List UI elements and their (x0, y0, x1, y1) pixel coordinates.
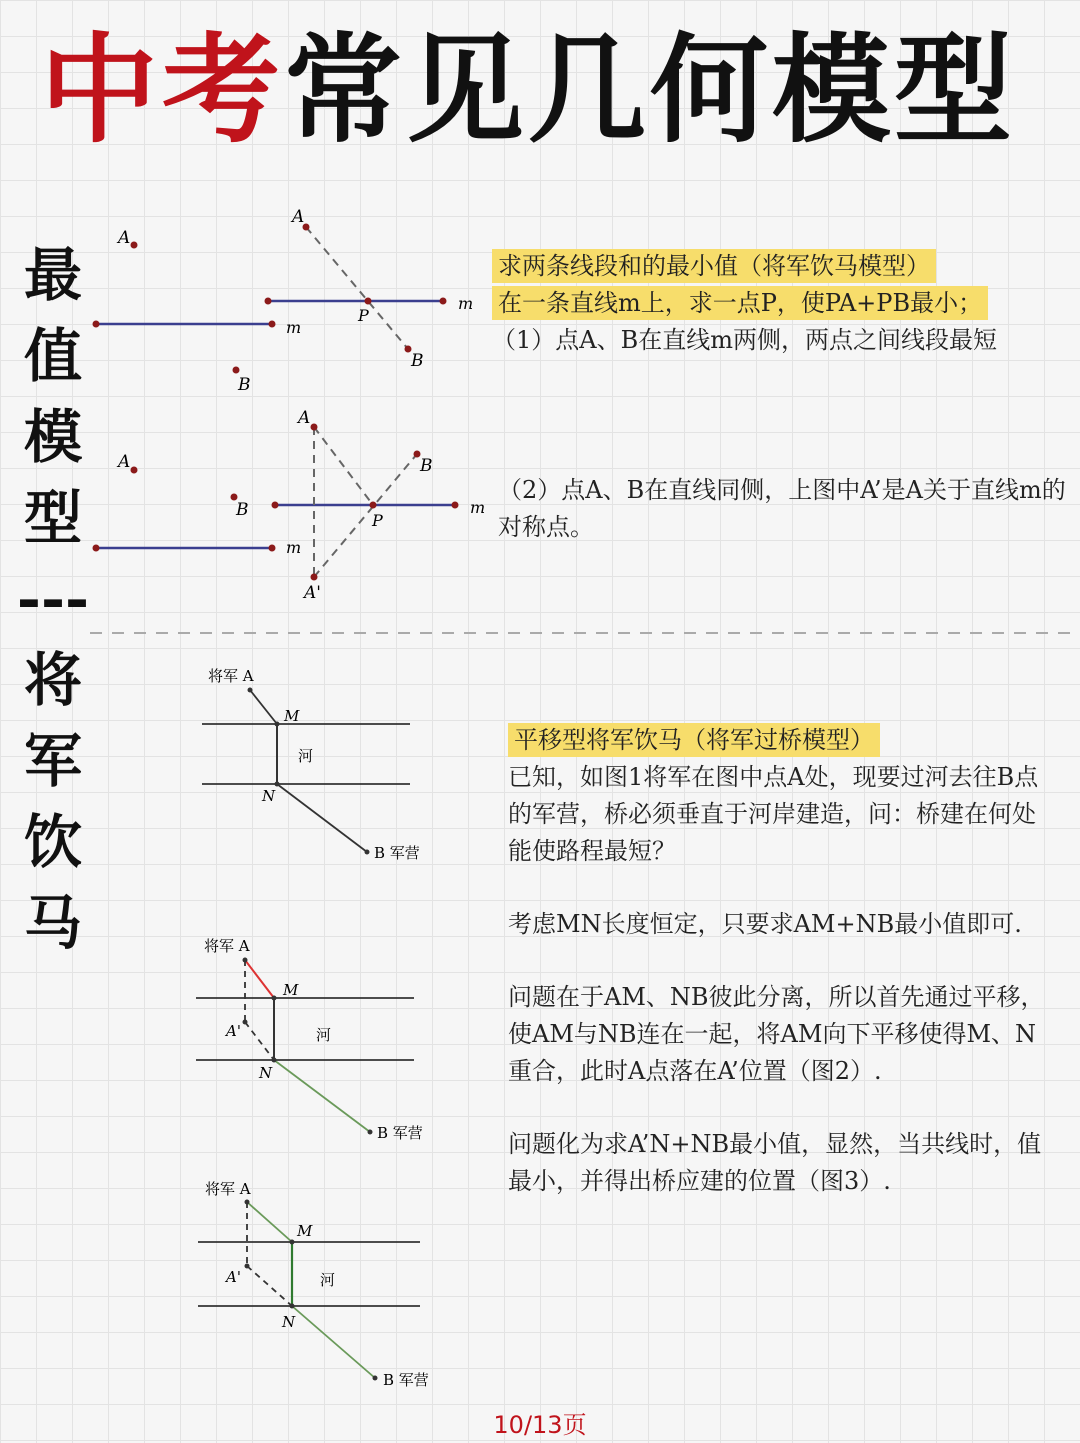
figure-same-side-before (93, 452, 302, 557)
figure-bridge-3 (198, 1180, 429, 1389)
side-char: 模 (23, 403, 82, 471)
section1-heading: 求两条线段和的最小值（将军饮马模型） (492, 249, 936, 283)
point-A (131, 467, 138, 474)
figure-same-side-solution (272, 408, 486, 603)
page-indicator: 10/13页 (493, 1411, 587, 1439)
label-general-A: 将军 A (205, 1180, 251, 1198)
side-char: --- (16, 565, 90, 633)
side-char: 最 (23, 241, 82, 309)
section1-text (492, 248, 1072, 359)
side-char: 马 (23, 889, 82, 957)
side-char: 饮 (23, 808, 82, 876)
section2-text (508, 722, 1058, 1200)
label-river: 河 (298, 747, 314, 765)
section1-case2: （2）点A、B在直线同侧，上图中A’是A关于直线m的对称点。 (498, 476, 1066, 541)
section2-paragraph-4: 问题化为求A’N+NB最小值，显然，当共线时，值最小，并得出桥应建的位置（图3）. (508, 1130, 1042, 1195)
figure-bridge-1 (202, 667, 420, 862)
title-black-part: 常见几何模型 (284, 21, 1017, 159)
label-B: B (420, 456, 433, 476)
label-B: B (411, 351, 424, 371)
label-N: N (259, 1064, 273, 1082)
label-m: m (458, 294, 474, 313)
side-char: 值 (23, 322, 82, 390)
label-A-prime: A' (226, 1022, 241, 1040)
section2-paragraph-1: 已知，如图1将军在图中点A处，现要过河去往B点的军营，桥必须垂直于河岸建造，问：桥建在何处能使路程最短？ (508, 763, 1039, 865)
label-m: m (286, 538, 302, 557)
point-P (370, 502, 377, 509)
label-river: 河 (316, 1026, 332, 1044)
section2-paragraph-3: 问题在于AM、NB彼此分离，所以首先通过平移，使AM与NB连在一起，将AM向下平移使得M、N重合，此时A点落在A’位置（图2）. (508, 983, 1045, 1085)
figure-opposite-sides-solution (265, 207, 474, 371)
label-B: B (236, 500, 249, 520)
segment-AB (306, 227, 408, 349)
side-char: 军 (23, 727, 82, 795)
side-char: 将 (23, 646, 82, 714)
label-N: N (262, 787, 276, 805)
point-A (131, 242, 138, 249)
segment-AM (245, 960, 274, 998)
point-A (311, 424, 318, 431)
section1-subheading: 在一条直线m上，求一点P，使PA+PB最小； (492, 286, 988, 320)
label-A-prime: A' (304, 583, 321, 603)
point-B (233, 367, 240, 374)
label-A: A (292, 207, 305, 227)
label-M: M (283, 981, 299, 999)
label-camp: B 军营 (374, 844, 420, 862)
label-camp: B 军营 (383, 1371, 429, 1389)
section2-paragraph-2: 考虑MN长度恒定，只要求AM+NB最小值即可. (508, 910, 1022, 938)
label-M: M (297, 1222, 313, 1240)
label-A: A (118, 452, 131, 472)
segment-AP (314, 427, 373, 505)
label-camp: B 军营 (377, 1124, 423, 1142)
segment-AprimeB (314, 454, 417, 577)
label-B: B (238, 375, 251, 395)
label-general-A: 将军 A (208, 667, 254, 685)
label-P: P (372, 511, 383, 530)
label-N: N (282, 1313, 296, 1331)
point-A-prime (311, 574, 318, 581)
label-river: 河 (320, 1271, 336, 1289)
figure-bridge-2 (196, 937, 423, 1142)
side-char: 型 (23, 484, 82, 552)
label-m: m (470, 498, 486, 517)
label-m: m (286, 318, 302, 337)
section2-heading: 平移型将军饮马（将军过桥模型） (508, 723, 880, 757)
label-A: A (118, 228, 131, 248)
label-A: A (298, 408, 311, 428)
point-P (365, 298, 372, 305)
label-A-prime: A' (226, 1268, 241, 1286)
label-P: P (358, 306, 369, 325)
label-general-A: 将军 A (204, 937, 250, 955)
title-red-part: 中考 (40, 21, 285, 159)
label-M: M (284, 707, 300, 725)
segment-NB (274, 1060, 370, 1132)
section1-case1: （1）点A、B在直线m两侧，两点之间线段最短 (492, 326, 997, 354)
figure-opposite-sides-before (93, 228, 302, 395)
